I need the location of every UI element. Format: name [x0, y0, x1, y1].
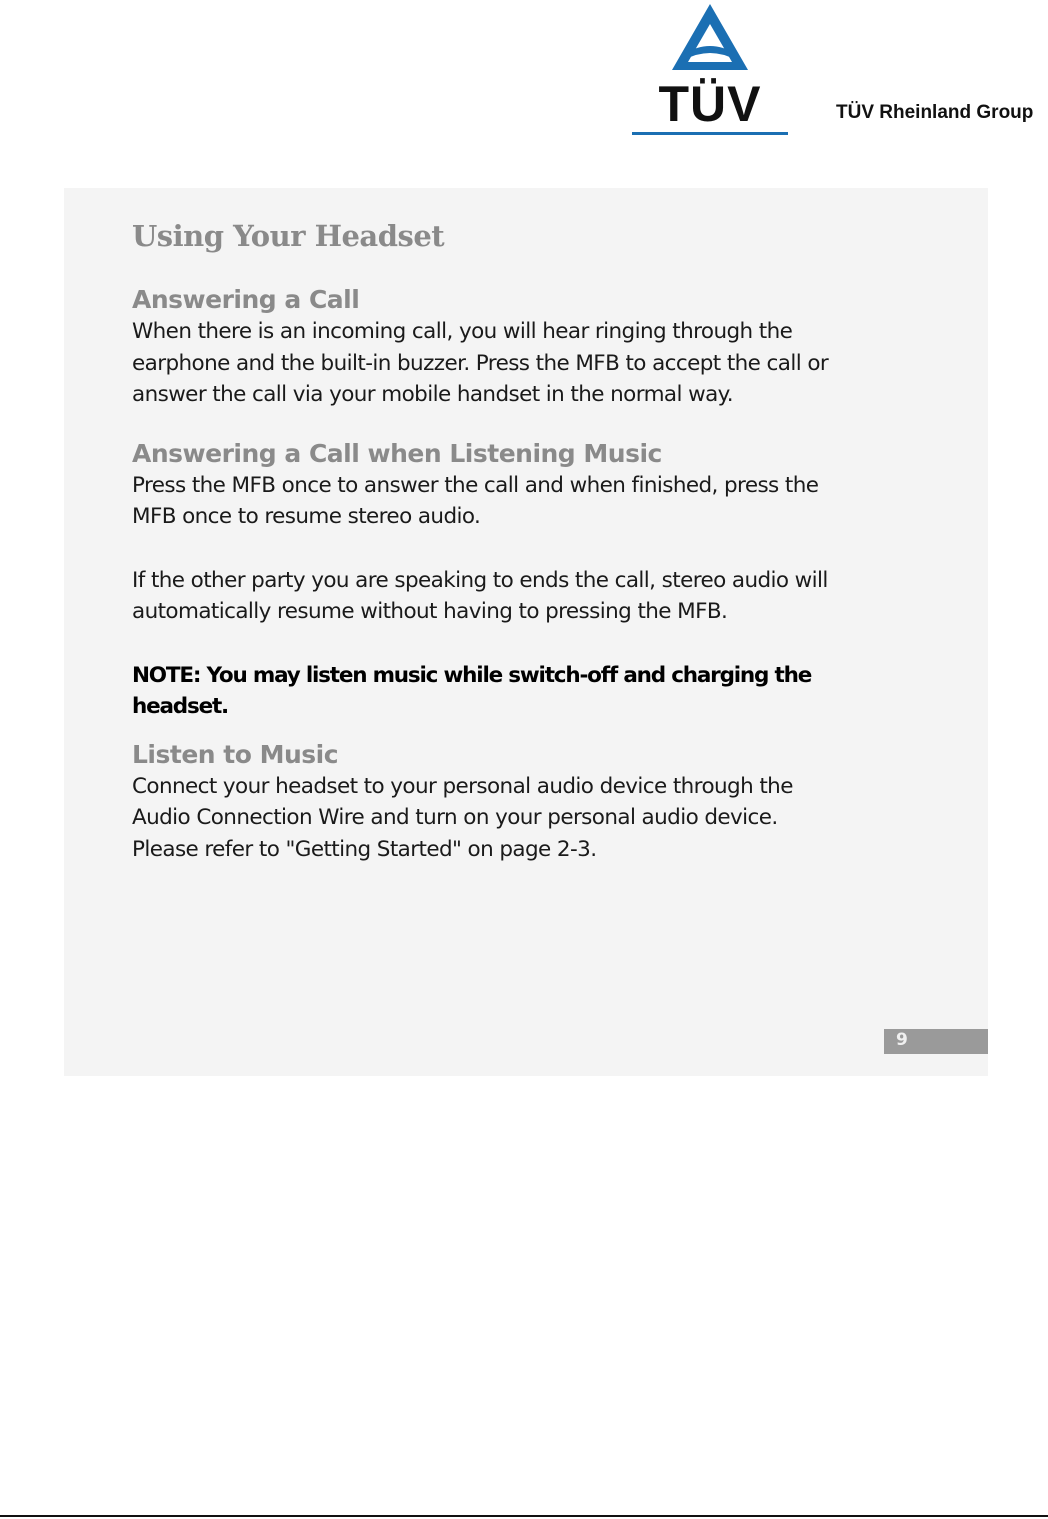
- section-heading-answering-call: Answering a Call: [132, 285, 360, 314]
- text-line: Press the MFB once to answer the call and when finished, press the: [132, 472, 819, 498]
- page-title: Using Your Headset: [132, 219, 445, 253]
- logo-wordmark: TÜV: [658, 76, 762, 132]
- text-line: When there is an incoming call, you will hear ringing through the: [132, 319, 793, 344]
- page-number: 9: [896, 1030, 908, 1050]
- page-number-badge: [884, 1029, 988, 1054]
- text-line: Please refer to "Getting Started" on page 2-3.: [132, 836, 597, 862]
- text-line: Connect your headset to your personal audio device through the: [132, 773, 793, 799]
- note-line: headset.: [132, 694, 229, 719]
- bottom-divider: [0, 1515, 1048, 1517]
- tuv-triangle-icon: [670, 2, 750, 74]
- logo-underline: [632, 132, 788, 135]
- text-line: Audio Connection Wire and turn on your personal audio device.: [132, 805, 778, 830]
- paragraph-auto-resume: [132, 565, 932, 628]
- group-name: TÜV Rheinland Group: [836, 102, 1034, 123]
- section-heading-answering-call-music: Answering a Call when Listening Music: [132, 438, 662, 468]
- text-line: If the other party you are speaking to ends the call, stereo audio will: [132, 567, 828, 593]
- note-paragraph: [132, 660, 932, 723]
- tuv-logo: [632, 2, 788, 136]
- text-line: automatically resume without having to pressing the MFB.: [132, 599, 728, 624]
- text-line: earphone and the built-in buzzer. Press the MFB to accept the call or: [132, 350, 829, 376]
- manual-page-scan: [64, 188, 988, 1076]
- paragraph-answering-call: [132, 316, 932, 411]
- paragraph-listen-music: [132, 771, 932, 866]
- paragraph-answer-during-music: [132, 470, 932, 533]
- text-line: MFB once to resume stereo audio.: [132, 504, 481, 529]
- text-line: answer the call via your mobile handset in the normal way.: [132, 382, 733, 407]
- manual-content: [132, 216, 932, 865]
- note-line: NOTE: You may listen music while switch-off and charging the: [132, 662, 812, 688]
- section-heading-listen-music: Listen to Music: [132, 739, 339, 769]
